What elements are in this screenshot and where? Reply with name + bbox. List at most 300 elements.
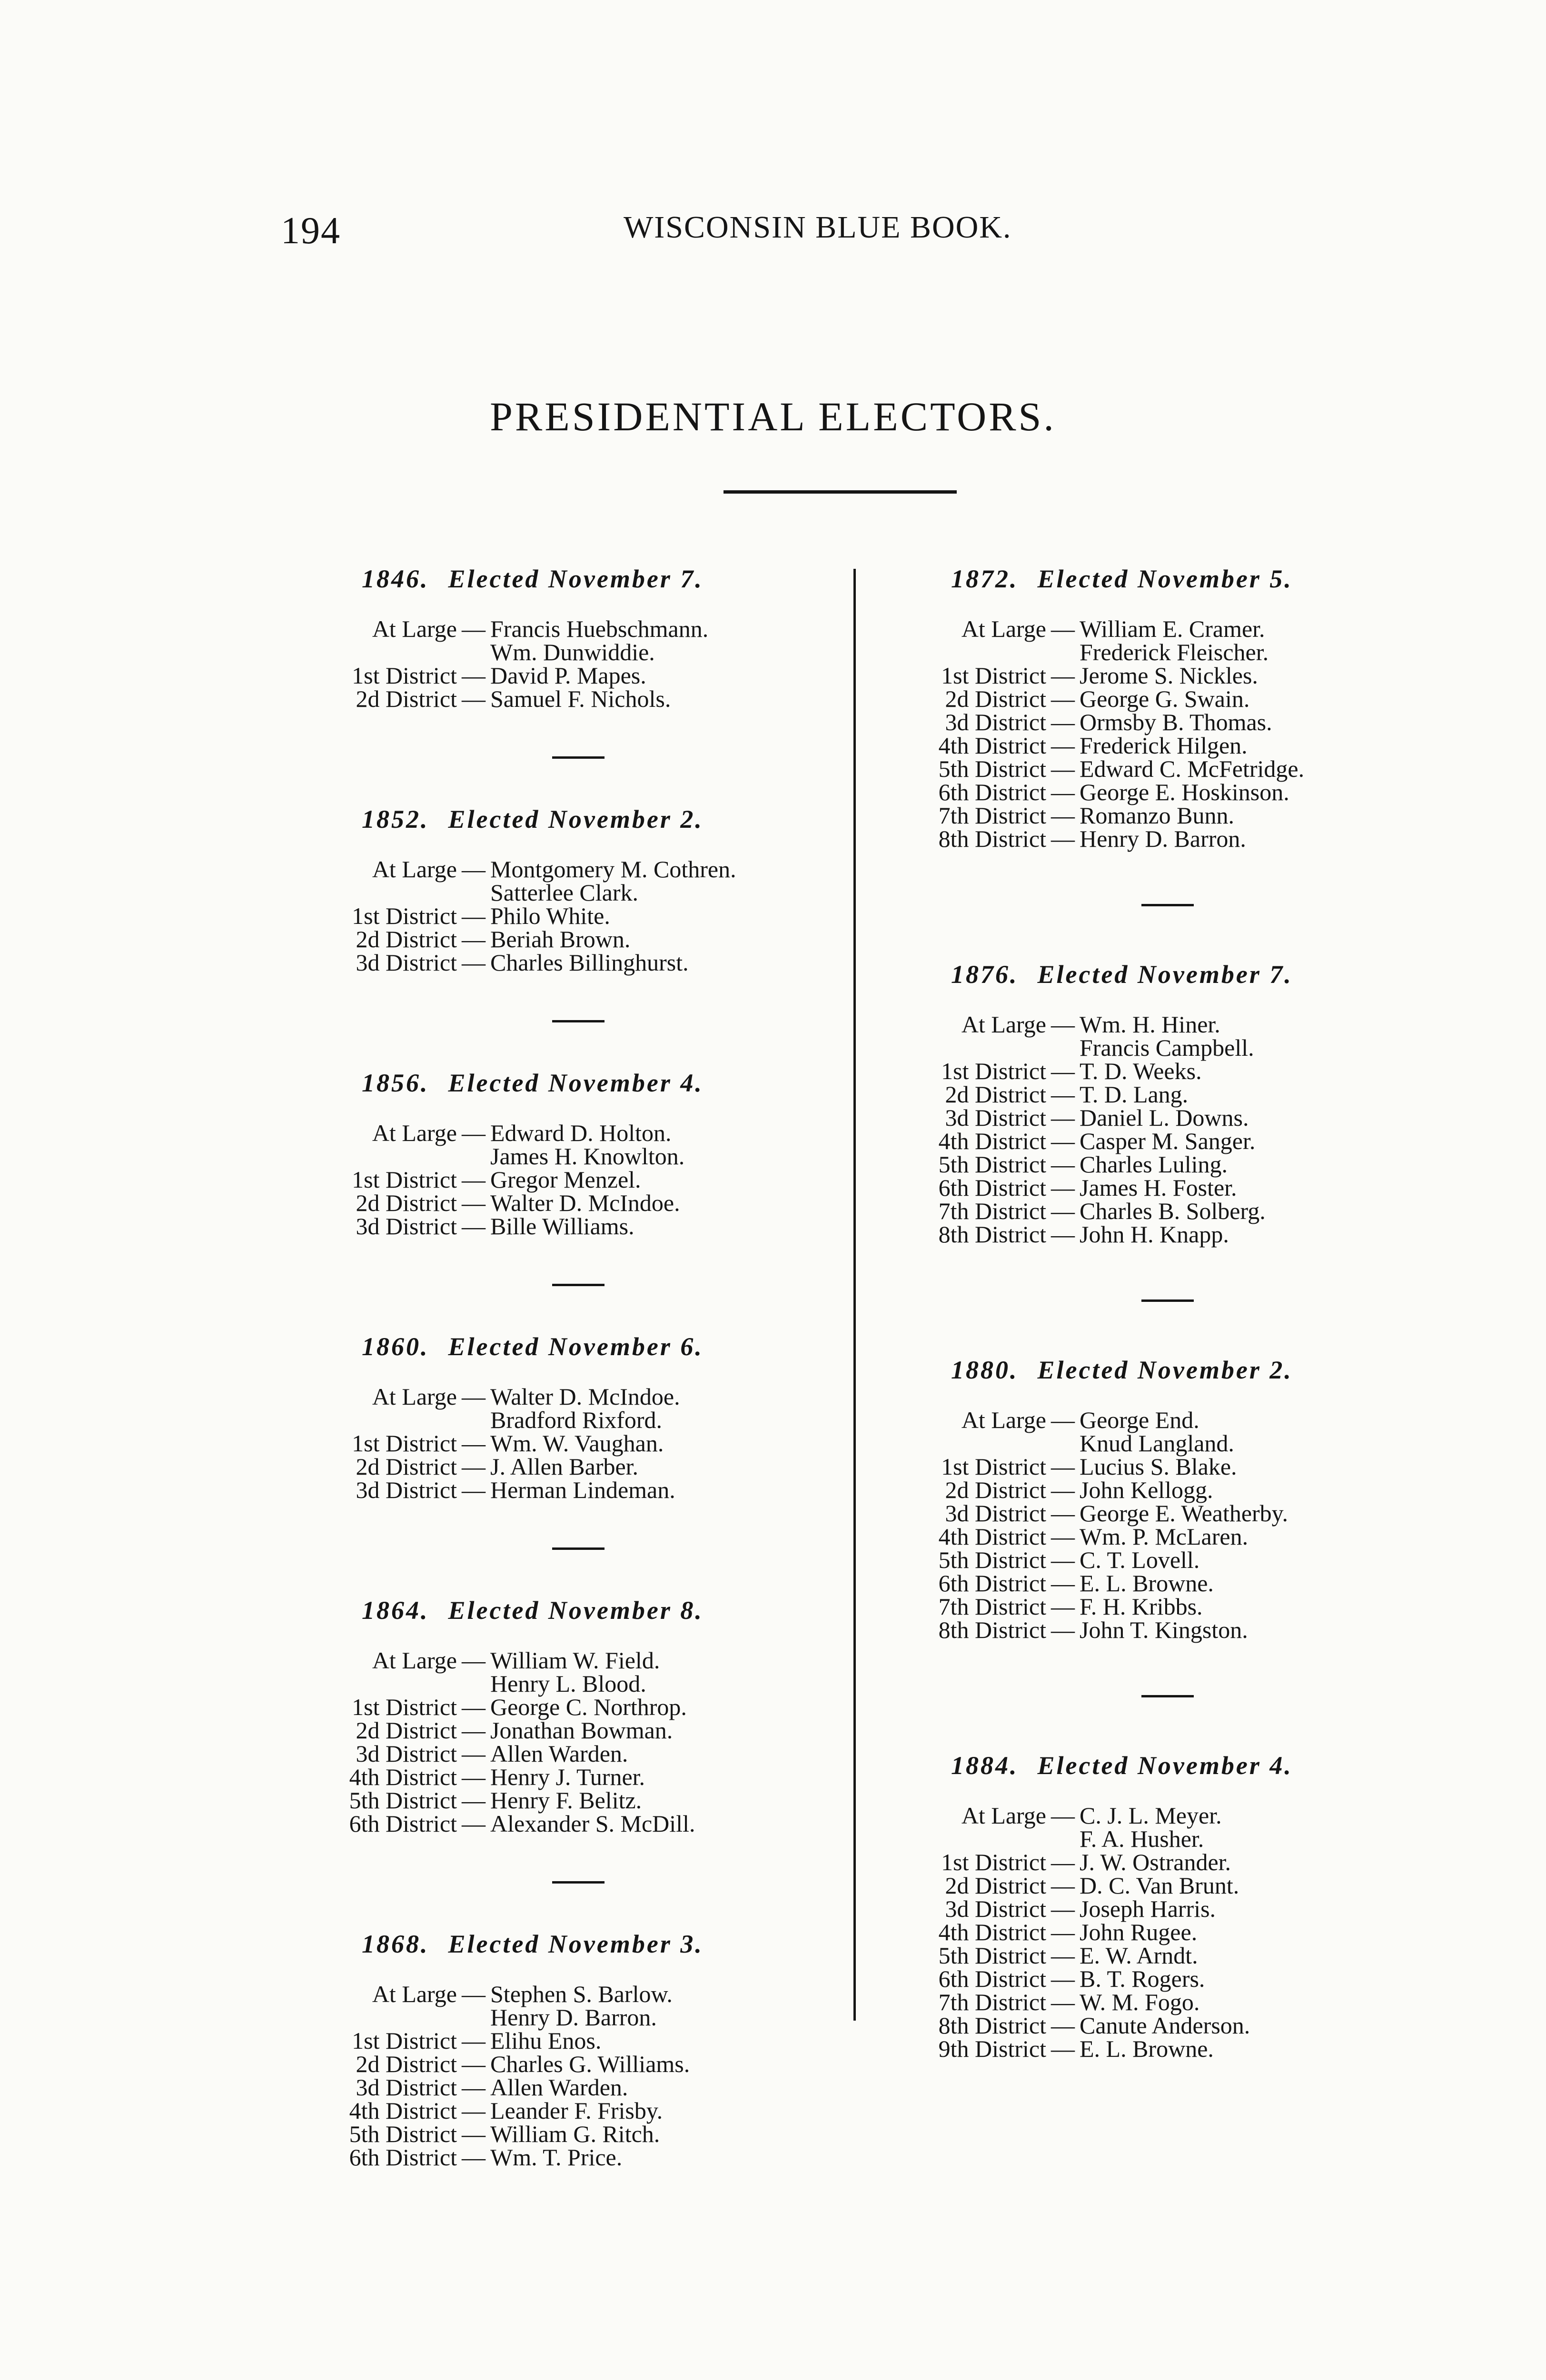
elector-name: Lucius S. Blake. xyxy=(1080,1453,1237,1480)
elector-row xyxy=(875,1106,1446,1130)
elector-row xyxy=(286,1696,857,1719)
elector-row xyxy=(286,1432,857,1455)
elector-name: Henry J. Turner. xyxy=(490,1764,645,1790)
district-label: 7th District xyxy=(938,1593,1046,1620)
elector-name: William E. Cramer. xyxy=(1080,615,1265,642)
em-dash: — xyxy=(462,1477,486,1503)
running-title: WISCONSIN BLUE BOOK. xyxy=(624,210,1012,245)
elector-name: Walter D. McIndoe. xyxy=(490,1190,680,1216)
em-dash: — xyxy=(1051,732,1075,759)
em-dash: — xyxy=(462,1740,486,1767)
elector-name: Alexander S. McDill. xyxy=(490,1810,695,1837)
em-dash: — xyxy=(462,662,486,689)
elector-name: John Rugee. xyxy=(1080,1919,1198,1945)
elector-row xyxy=(875,1036,1446,1060)
elector-name: Wm. H. Hiner. xyxy=(1080,1011,1220,1038)
district-label: 1st District xyxy=(941,1849,1046,1875)
district-label: 1st District xyxy=(352,1166,457,1193)
elector-row xyxy=(875,1827,1446,1851)
em-dash: — xyxy=(1051,1081,1075,1108)
election-year: 1876. xyxy=(951,960,1019,989)
election-year: 1868. xyxy=(362,1930,429,1958)
section-heading xyxy=(286,1929,857,1959)
election-year: 1852. xyxy=(362,805,429,833)
right-column xyxy=(875,564,1446,2061)
elector-name: Henry D. Barron. xyxy=(490,2004,657,2031)
elector-row xyxy=(286,1455,857,1478)
em-dash: — xyxy=(462,1166,486,1193)
election-date: Elected November 2. xyxy=(448,805,704,833)
elector-row xyxy=(875,1874,1446,1897)
elector-row xyxy=(875,1176,1446,1200)
section-divider xyxy=(1141,1299,1194,1302)
election-section xyxy=(286,804,857,974)
district-label: 7th District xyxy=(938,1198,1046,1224)
district-label: 1st District xyxy=(352,1430,457,1457)
elector-row xyxy=(286,1168,857,1191)
elector-row xyxy=(286,1121,857,1145)
elector-name: Edward C. McFetridge. xyxy=(1080,755,1305,782)
elector-row xyxy=(286,2076,857,2099)
em-dash: — xyxy=(462,1430,486,1457)
district-label: 7th District xyxy=(938,802,1046,829)
district-label: 8th District xyxy=(938,1221,1046,1248)
section-divider xyxy=(552,1881,605,1884)
elector-row xyxy=(875,1223,1446,1246)
elector-row xyxy=(286,1478,857,1502)
district-label: 1st District xyxy=(941,1058,1046,1084)
elector-name: Henry D. Barron. xyxy=(1080,825,1246,852)
em-dash: — xyxy=(1051,825,1075,852)
elector-name: Jerome S. Nickles. xyxy=(1080,662,1258,689)
section-divider xyxy=(552,1284,605,1286)
em-dash: — xyxy=(1051,802,1075,829)
district-label: 5th District xyxy=(349,2121,457,2147)
em-dash: — xyxy=(462,1120,486,1146)
election-section xyxy=(875,960,1446,1246)
em-dash: — xyxy=(1051,2035,1075,2062)
elector-name: Frederick Hilgen. xyxy=(1080,732,1248,759)
elector-row xyxy=(286,1145,857,1168)
left-column xyxy=(286,564,857,2169)
election-date: Elected November 5. xyxy=(1037,565,1293,593)
district-label: 6th District xyxy=(349,2144,457,2171)
elector-row xyxy=(875,1060,1446,1083)
elector-name: Knud Langland. xyxy=(1080,1430,1234,1457)
election-year: 1884. xyxy=(951,1751,1019,1780)
district-label: 2d District xyxy=(945,1477,1046,1503)
district-label: 2d District xyxy=(356,1190,457,1216)
elector-name: Montgomery M. Cothren. xyxy=(490,856,736,883)
elector-name: William W. Field. xyxy=(490,1647,660,1674)
elector-name: J. W. Ostrander. xyxy=(1080,1849,1231,1875)
em-dash: — xyxy=(1051,1965,1075,1992)
em-dash: — xyxy=(1051,1849,1075,1875)
elector-row xyxy=(875,2014,1446,2037)
elector-name: John Kellogg. xyxy=(1080,1477,1213,1503)
district-label: 2d District xyxy=(356,1453,457,1480)
elector-name: F. H. Kribbs. xyxy=(1080,1593,1203,1620)
elector-name: Beriah Brown. xyxy=(490,926,631,952)
district-label: 6th District xyxy=(938,1174,1046,1201)
em-dash: — xyxy=(1051,709,1075,735)
elector-name: George End. xyxy=(1080,1407,1199,1433)
elector-name: B. T. Rogers. xyxy=(1080,1965,1205,1992)
em-dash: — xyxy=(1051,615,1075,642)
em-dash: — xyxy=(1051,1058,1075,1084)
em-dash: — xyxy=(462,902,486,929)
election-date: Elected November 4. xyxy=(1037,1751,1293,1780)
elector-row xyxy=(286,641,857,664)
election-date: Elected November 8. xyxy=(448,1596,704,1625)
election-date: Elected November 6. xyxy=(448,1332,704,1361)
district-label: 3d District xyxy=(945,1104,1046,1131)
elector-row xyxy=(875,1944,1446,1967)
elector-name: Charles Billinghurst. xyxy=(490,949,689,976)
elector-row xyxy=(286,2146,857,2169)
election-year: 1872. xyxy=(951,565,1019,593)
elector-row xyxy=(286,951,857,974)
em-dash: — xyxy=(462,1717,486,1744)
district-label: At Large xyxy=(372,615,457,642)
em-dash: — xyxy=(462,1190,486,1216)
district-label: 6th District xyxy=(349,1810,457,1837)
section-heading xyxy=(875,960,1446,989)
elector-row xyxy=(875,734,1446,757)
district-label: 2d District xyxy=(356,2051,457,2077)
em-dash: — xyxy=(462,2051,486,2077)
elector-row xyxy=(875,1921,1446,1944)
em-dash: — xyxy=(1051,1872,1075,1899)
elector-row xyxy=(286,1812,857,1835)
district-label: At Large xyxy=(372,1647,457,1674)
em-dash: — xyxy=(1051,1593,1075,1620)
elector-name: Romanzo Bunn. xyxy=(1080,802,1234,829)
election-year: 1880. xyxy=(951,1356,1019,1384)
section-heading xyxy=(286,564,857,594)
district-label: 5th District xyxy=(938,1547,1046,1573)
elector-row xyxy=(286,1385,857,1408)
elector-name: Henry F. Belitz. xyxy=(490,1787,642,1814)
elector-row xyxy=(875,1991,1446,2014)
district-label: 4th District xyxy=(938,1128,1046,1154)
em-dash: — xyxy=(462,949,486,976)
section-divider xyxy=(552,756,605,759)
elector-row xyxy=(875,1595,1446,1618)
section-divider xyxy=(1141,904,1194,906)
district-label: 9th District xyxy=(938,2035,1046,2062)
elector-row xyxy=(286,2122,857,2146)
district-label: 3d District xyxy=(945,709,1046,735)
em-dash: — xyxy=(1051,2012,1075,2039)
elector-row xyxy=(875,1200,1446,1223)
elector-name: David P. Mapes. xyxy=(490,662,646,689)
elector-name: E. L. Browne. xyxy=(1080,1570,1214,1597)
elector-name: Wm. W. Vaughan. xyxy=(490,1430,664,1457)
elector-name: John T. Kingston. xyxy=(1080,1616,1248,1643)
election-section xyxy=(286,1596,857,1835)
elector-name: Wm. P. McLaren. xyxy=(1080,1523,1249,1550)
election-year: 1856. xyxy=(362,1069,429,1097)
section-heading xyxy=(286,1332,857,1361)
section-divider xyxy=(552,1547,605,1550)
district-label: 4th District xyxy=(349,2097,457,2124)
elector-row xyxy=(875,1851,1446,1874)
elector-row xyxy=(286,1649,857,1672)
elector-row xyxy=(875,1130,1446,1153)
em-dash: — xyxy=(1051,1942,1075,1969)
elector-row xyxy=(875,641,1446,664)
district-label: 5th District xyxy=(349,1787,457,1814)
elector-row xyxy=(875,1013,1446,1036)
election-section xyxy=(286,564,857,711)
elector-name: Herman Lindeman. xyxy=(490,1477,675,1503)
district-label: 5th District xyxy=(938,755,1046,782)
em-dash: — xyxy=(1051,1477,1075,1503)
elector-row xyxy=(875,1408,1446,1432)
elector-row xyxy=(286,928,857,951)
election-section xyxy=(875,1355,1446,1642)
elector-row xyxy=(286,1765,857,1789)
elector-name: Ormsby B. Thomas. xyxy=(1080,709,1272,735)
elector-name: T. D. Weeks. xyxy=(1080,1058,1202,1084)
election-section xyxy=(286,1332,857,1502)
elector-name: Samuel F. Nichols. xyxy=(490,685,671,712)
elector-name: Bradford Rixford. xyxy=(490,1407,663,1433)
elector-name: Edward D. Holton. xyxy=(490,1120,672,1146)
elector-row xyxy=(286,858,857,881)
em-dash: — xyxy=(1051,1547,1075,1573)
elector-name: Philo White. xyxy=(490,902,610,929)
elector-name: Charles Luling. xyxy=(1080,1151,1228,1178)
district-label: 4th District xyxy=(938,732,1046,759)
em-dash: — xyxy=(1051,1523,1075,1550)
district-label: 8th District xyxy=(938,2012,1046,2039)
elector-name: Jonathan Bowman. xyxy=(490,1717,673,1744)
em-dash: — xyxy=(1051,779,1075,805)
elector-name: Henry L. Blood. xyxy=(490,1670,646,1697)
section-divider xyxy=(552,1020,605,1022)
district-label: 2d District xyxy=(356,685,457,712)
elector-name: John H. Knapp. xyxy=(1080,1221,1229,1248)
elector-row xyxy=(286,1983,857,2006)
district-label: 1st District xyxy=(352,902,457,929)
district-label: 3d District xyxy=(945,1500,1046,1527)
elector-row xyxy=(286,617,857,641)
elector-name: George E. Weatherby. xyxy=(1080,1500,1288,1527)
elector-name: Satterlee Clark. xyxy=(490,879,638,906)
elector-name: J. Allen Barber. xyxy=(490,1453,639,1480)
election-year: 1864. xyxy=(362,1596,429,1625)
election-date: Elected November 4. xyxy=(448,1069,704,1097)
em-dash: — xyxy=(462,2097,486,2124)
elector-name: E. L. Browne. xyxy=(1080,2035,1214,2062)
elector-row xyxy=(875,664,1446,687)
em-dash: — xyxy=(1051,1198,1075,1224)
elector-row xyxy=(286,2053,857,2076)
elector-name: Daniel L. Downs. xyxy=(1080,1104,1249,1131)
em-dash: — xyxy=(1051,1407,1075,1433)
em-dash: — xyxy=(1051,1174,1075,1201)
district-label: 7th District xyxy=(938,1989,1046,2015)
em-dash: — xyxy=(462,2027,486,2054)
em-dash: — xyxy=(462,2121,486,2147)
elector-name: George G. Swain. xyxy=(1080,685,1250,712)
elector-row xyxy=(286,904,857,928)
district-label: 5th District xyxy=(938,1151,1046,1178)
em-dash: — xyxy=(1051,1989,1075,2015)
elector-row xyxy=(286,1215,857,1238)
elector-name: Frederick Fleischer. xyxy=(1080,639,1269,665)
em-dash: — xyxy=(462,1647,486,1674)
elector-name: W. M. Fogo. xyxy=(1080,1989,1200,2015)
elector-row xyxy=(286,2099,857,2122)
elector-name: Charles B. Solberg. xyxy=(1080,1198,1266,1224)
election-section xyxy=(875,1751,1446,2061)
elector-name: James H. Foster. xyxy=(1080,1174,1237,1201)
elector-row xyxy=(286,1742,857,1765)
district-label: 1st District xyxy=(352,1694,457,1720)
elector-row xyxy=(286,2006,857,2029)
em-dash: — xyxy=(462,1764,486,1790)
em-dash: — xyxy=(462,1383,486,1410)
elector-row xyxy=(286,1672,857,1696)
district-label: 6th District xyxy=(938,1570,1046,1597)
title-rule xyxy=(723,490,957,494)
elector-row xyxy=(875,827,1446,851)
elector-row xyxy=(286,687,857,711)
elector-row xyxy=(286,1719,857,1742)
em-dash: — xyxy=(1051,755,1075,782)
elector-name: F. A. Husher. xyxy=(1080,1825,1204,1852)
elector-row xyxy=(875,687,1446,711)
em-dash: — xyxy=(462,1810,486,1837)
em-dash: — xyxy=(462,1213,486,1240)
district-label: 3d District xyxy=(356,1740,457,1767)
em-dash: — xyxy=(1051,1919,1075,1945)
em-dash: — xyxy=(462,856,486,883)
elector-name: Wm. T. Price. xyxy=(490,2144,623,2171)
district-label: 3d District xyxy=(356,949,457,976)
elector-name: C. J. L. Meyer. xyxy=(1080,1802,1222,1829)
elector-name: Joseph Harris. xyxy=(1080,1895,1216,1922)
elector-row xyxy=(875,1432,1446,1455)
elector-row xyxy=(875,2037,1446,2061)
election-section xyxy=(875,564,1446,851)
district-label: 1st District xyxy=(941,662,1046,689)
elector-row xyxy=(875,1618,1446,1642)
district-label: At Large xyxy=(372,1981,457,2007)
em-dash: — xyxy=(1051,1011,1075,1038)
elector-name: Stephen S. Barlow. xyxy=(490,1981,673,2007)
elector-row xyxy=(286,2029,857,2053)
em-dash: — xyxy=(1051,662,1075,689)
em-dash: — xyxy=(1051,1221,1075,1248)
elector-name: Allen Warden. xyxy=(490,1740,628,1767)
em-dash: — xyxy=(1051,1128,1075,1154)
em-dash: — xyxy=(462,1787,486,1814)
section-heading xyxy=(875,1355,1446,1385)
section-heading xyxy=(875,1751,1446,1780)
elector-row xyxy=(875,1897,1446,1921)
em-dash: — xyxy=(1051,1500,1075,1527)
em-dash: — xyxy=(1051,1802,1075,1829)
district-label: 2d District xyxy=(945,1081,1046,1108)
em-dash: — xyxy=(462,1694,486,1720)
elector-row xyxy=(875,617,1446,641)
district-label: 3d District xyxy=(356,2074,457,2101)
elector-row xyxy=(875,1502,1446,1525)
district-label: 1st District xyxy=(941,1453,1046,1480)
elector-name: George C. Northrop. xyxy=(490,1694,687,1720)
district-label: At Large xyxy=(372,1383,457,1410)
district-label: 4th District xyxy=(938,1919,1046,1945)
elector-name: C. T. Lovell. xyxy=(1080,1547,1200,1573)
district-label: At Large xyxy=(961,1011,1046,1038)
elector-row xyxy=(286,881,857,904)
district-label: 2d District xyxy=(945,685,1046,712)
elector-row xyxy=(875,711,1446,734)
district-label: 2d District xyxy=(356,1717,457,1744)
elector-row xyxy=(875,781,1446,804)
district-label: 2d District xyxy=(356,926,457,952)
district-label: 4th District xyxy=(938,1523,1046,1550)
elector-row xyxy=(875,1967,1446,1991)
elector-row xyxy=(875,757,1446,781)
elector-name: D. C. Van Brunt. xyxy=(1080,1872,1239,1899)
page-title: PRESIDENTIAL ELECTORS. xyxy=(490,394,1056,439)
elector-name: James H. Knowlton. xyxy=(490,1143,685,1170)
elector-name: Casper M. Sanger. xyxy=(1080,1128,1256,1154)
elector-name: Charles G. Williams. xyxy=(490,2051,690,2077)
elector-row xyxy=(875,1455,1446,1478)
district-label: 3d District xyxy=(356,1213,457,1240)
section-heading xyxy=(286,1068,857,1098)
district-label: At Large xyxy=(961,615,1046,642)
district-label: 1st District xyxy=(352,662,457,689)
district-label: At Large xyxy=(372,856,457,883)
elector-row xyxy=(286,1789,857,1812)
em-dash: — xyxy=(462,685,486,712)
election-date: Elected November 3. xyxy=(448,1930,704,1958)
elector-name: Francis Campbell. xyxy=(1080,1034,1254,1061)
em-dash: — xyxy=(462,2144,486,2171)
em-dash: — xyxy=(1051,1453,1075,1480)
elector-name: Canute Anderson. xyxy=(1080,2012,1250,2039)
elector-name: Gregor Menzel. xyxy=(490,1166,641,1193)
election-section xyxy=(286,1068,857,1238)
em-dash: — xyxy=(1051,1104,1075,1131)
elector-row xyxy=(875,1083,1446,1106)
district-label: 3d District xyxy=(356,1477,457,1503)
elector-name: George E. Hoskinson. xyxy=(1080,779,1289,805)
elector-name: Bille Williams. xyxy=(490,1213,634,1240)
district-label: At Large xyxy=(961,1802,1046,1829)
elector-row xyxy=(875,1548,1446,1572)
section-heading xyxy=(875,564,1446,594)
election-date: Elected November 2. xyxy=(1037,1356,1293,1384)
em-dash: — xyxy=(1051,1895,1075,1922)
district-label: At Large xyxy=(961,1407,1046,1433)
district-label: 4th District xyxy=(349,1764,457,1790)
elector-name: Walter D. McIndoe. xyxy=(490,1383,680,1410)
em-dash: — xyxy=(462,615,486,642)
elector-name: E. W. Arndt. xyxy=(1080,1942,1198,1969)
section-divider xyxy=(1141,1695,1194,1697)
district-label: 2d District xyxy=(945,1872,1046,1899)
page-number: 194 xyxy=(281,210,341,252)
elector-row xyxy=(875,1804,1446,1827)
